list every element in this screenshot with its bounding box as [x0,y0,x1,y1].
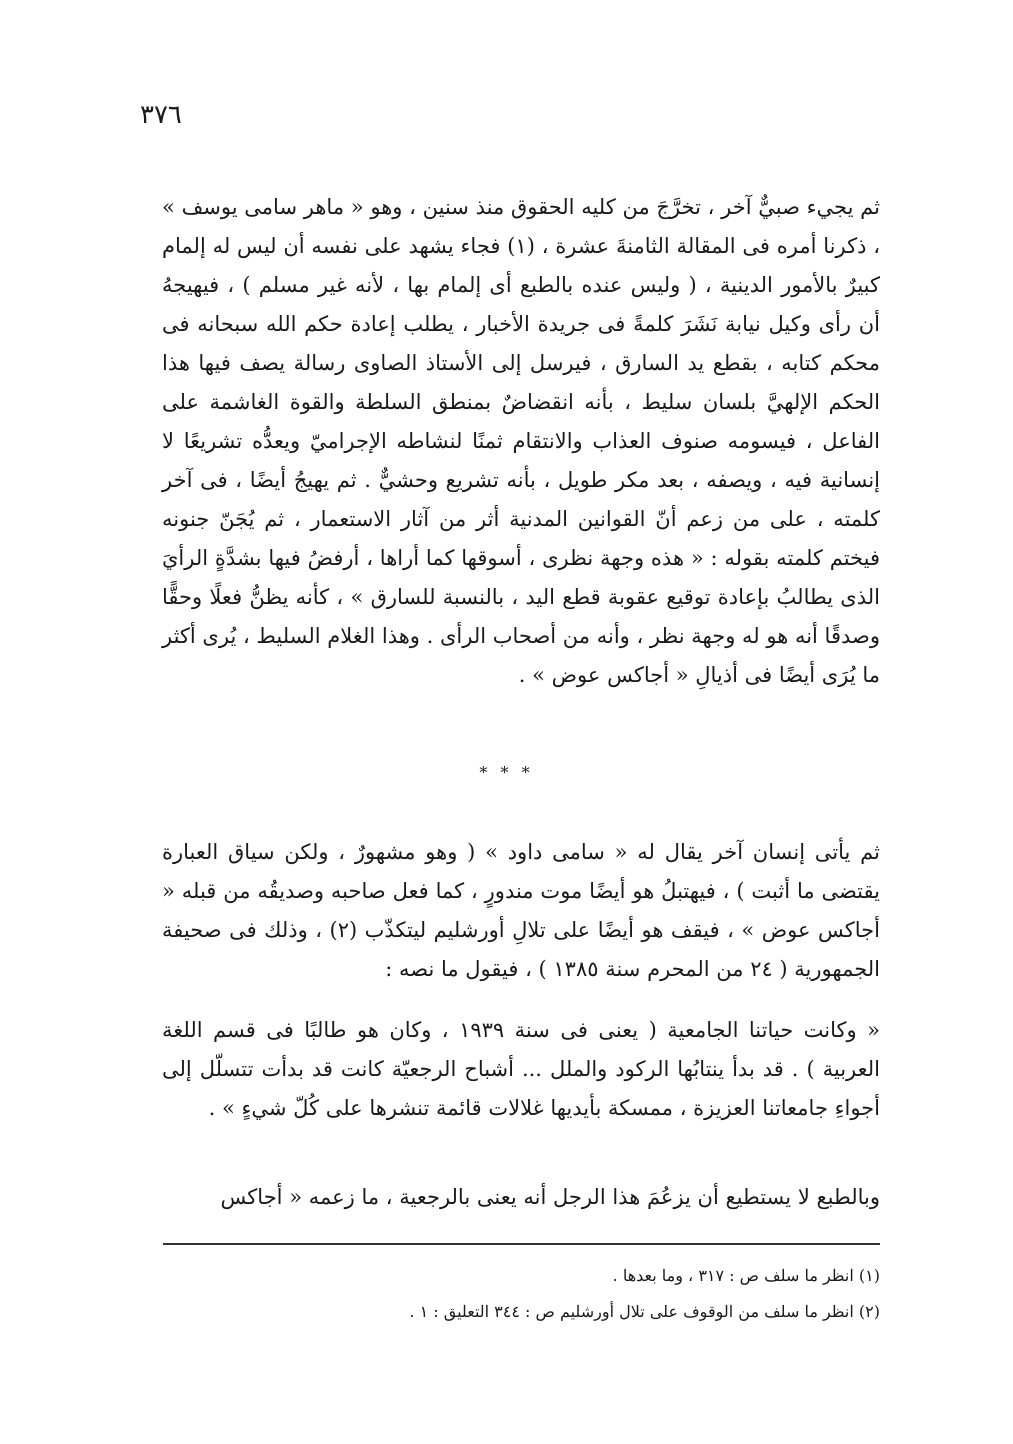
footnote-1: (١) انظر ما سلف ص : ٣١٧ ، وما بعدها . [612,1266,880,1285]
paragraph-sami-daoud: ثم يأتى إنسان آخر يقال له « سامى داود » ( وهو مشهورٌ ، ولكن سياق العبارة يقتضى ما أثبت ) ، فيهتبلُ هو أيضًا موت مندورٍ ، كما فعل صاحبه وصديقُه من قبله « أجاكس عوض » ، فيقف هو أيضًا على تلالِ أورشليم ليتكذّب (٢) ، وذلك فى صحيفة الجمهورية ( ٢٤ من المحرم سنة ١٣٨٥ ) ، فيقول ما نصه : [162,840,880,981]
section-separator: * * * [479,763,534,782]
footnote-2: (٢) انظر ما سلف من الوقوف على تلال أورشليم ص : ٣٤٤ التعليق : ١ . [409,1302,880,1321]
footnote-divider [163,1243,880,1245]
paragraph-maher-sami-youssef: ثم يجيء صبيٌّ آخر ، تخرَّجَ من كليه الحقوق منذ سنين ، وهو « ماهر سامى يوسف » ، ذكرنا أمره فى المقالة الثامنةَ عشرة ، (١) فجاء يشهد على نفسه أن ليس له إلمام كبيرٌ بالأمور الدينية ، ( وليس عنده بالطبع أى إلمام بها ، لأنه غير مسلم ) ، فيهيجهُ أن رأى وكيل نيابة نَشَرَ كلمةً فى جريدة الأخبار ، يطلب إعادة حكم الله سبحانه فى محكم كتابه ، بقطع يد السارق ، فيرسل إلى الأستاذ الصاوى رسالة يصف فيها هذا الحكم الإلهيَّ بلسان سليط ، بأنه انقضاضٌ بمنطق السلطة والقوة الغاشمة على الفاعل ، فيسومه صنوف العذاب والانتقام ثمنًا لنشاطه الإجراميّ ويعدُّه تشريعًا لا إنسانية فيه ، ويصفه ، بعد مكر طويل ، بأنه تشريع وحشيٌّ . ثم يهيجُ أيضًا ، فى آخر كلمته ، على من زعم أنّ القوانين المدنية أثر من آثار الاستعمار ، ثم يُجَنّ جنونه فيختم كلمته بقوله : « هذه وجهة نظرى ، أسوقها كما أراها ، أرفضُ فيها بشدَّةٍ الرأيَ الذى يطالبُ بإعادة توقيع عقوبة قطع اليد ، بالنسبة للسارق » ، كأنه يظنُّ فعلًا وحقًّا وصدقًا أنه هو له وجهة نظر ، وأنه من أصحاب الرأى . وهذا الغلام السليط ، يُرى أكثر ما يُرَى أيضًا فى أذيالِ « أجاكس عوض » . [162,195,880,687]
quoted-passage: « وكانت حياتنا الجامعية ( يعنى فى سنة ١٩٣٩ ، وكان هو طالبًا فى قسم اللغة العربية ) . قد بدأ ينتابُها الركود والملل ... أشباح الرجعيّة كانت قد بدأت تتسلّل إلى أجواءِ جامعاتنا العزيزة ، ممسكة بأيديها غلالات قائمة تنشرها على كُلّ شيءٍ » . [162,1018,880,1120]
paragraph-continuation: وبالطبع لا يستطيع أن يزعُمَ هذا الرجل أنه يعنى بالرجعية ، ما زعمه « أجاكس [220,1185,880,1209]
footnotes [162,1258,880,1330]
page-number: ٣٧٦ [140,100,182,130]
